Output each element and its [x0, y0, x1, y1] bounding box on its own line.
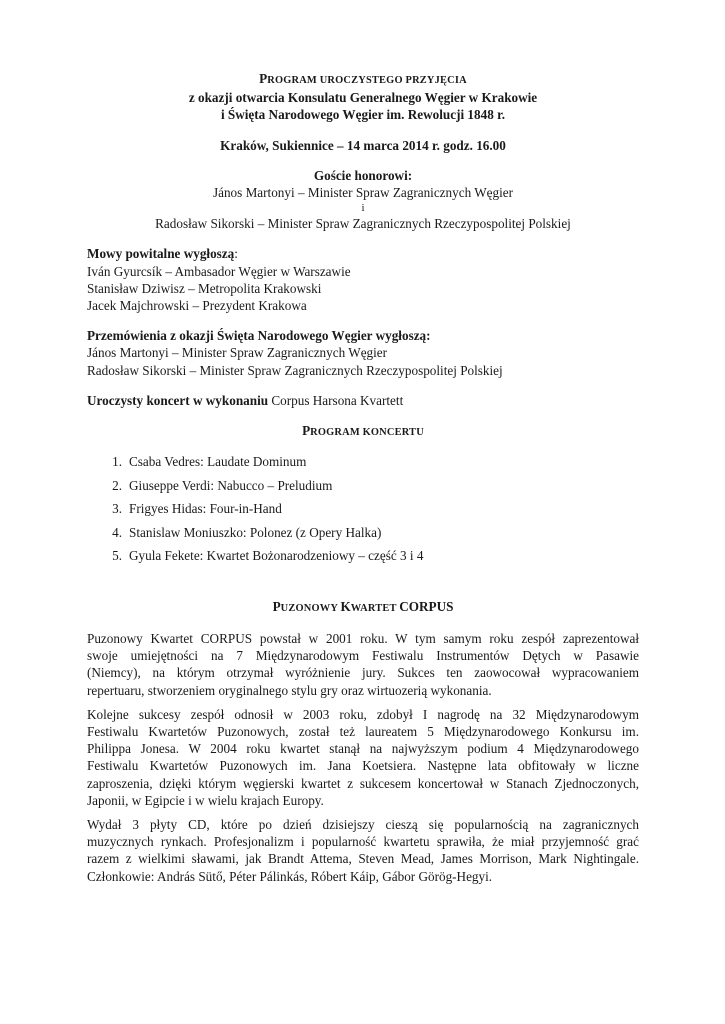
place-date: Kraków, Sukiennice – 14 marca 2014 r. godz. 16.00 — [220, 137, 506, 153]
list-item: 5. Gyula Fekete: Kwartet Bożonarodzeniowy – część 3 i 4 — [112, 548, 424, 564]
speaker-item: János Martonyi – Minister Spraw Zagranicznych Węgier — [87, 345, 388, 361]
program-title: PROGRAM UROCZYSTEGO PRZYJĘCIA — [259, 71, 467, 86]
document-page — [87, 70, 639, 885]
speaker-item: Iván Gyurcsík – Ambasador Węgier w Warszawie — [87, 263, 351, 279]
quartet-heading: PUZONOWY KWARTET CORPUS — [272, 598, 454, 614]
guest-item: János Martonyi – Minister Spraw Zagranicznych Węgier — [212, 185, 514, 201]
speaker-item: Stanisław Dziwisz – Metropolita Krakowski — [87, 280, 322, 296]
list-item: 1. Csaba Vedres: Laudate Dominum — [112, 454, 307, 470]
honorary-guests — [87, 167, 639, 233]
guests-heading: Goście honorowi: — [313, 167, 413, 183]
quartet-paragraph-1: Puzonowy Kwartet CORPUS powstał w 2001 roku. W tym samym roku zespół zaprezentował swoje umiejętności na 7 Międzynarodowym Festiwalu Instrumentów Dętych w Pasawie (Niemcy), na którym otrzymał wyróżnienie jury. Sukces ten zaowocował wypracowaniem repertuaru, stworzeniem oryginalnego stylu gry oraz wirtuozerią wykonania. — [87, 630, 639, 698]
concert-program-heading: PROGRAM KONCERTU — [302, 423, 424, 439]
speaker-item: Radosław Sikorski – Minister Spraw Zagranicznych Rzeczypospolitej Polskiej — [87, 362, 503, 378]
occasion-line: z okazji otwarcia Konsulatu Generalnego Węgier w Krakowie — [188, 90, 538, 106]
list-item: 4. Stanislaw Moniuszko: Polonez (z Opery Halka) — [112, 524, 382, 540]
holiday-speeches-heading: Przemówienia z okazji Święta Narodowego Węgier wygłoszą: — [87, 328, 431, 344]
document-header — [87, 70, 639, 124]
list-item: 3. Frigyes Hidas: Four-in-Hand — [112, 501, 282, 517]
guest-item: Radosław Sikorski – Minister Spraw Zagranicznych Rzeczypospolitej Polskiej — [155, 216, 571, 232]
holiday-speeches — [87, 327, 639, 379]
guest-conjunction: i — [361, 202, 365, 215]
list-item: 2. Giuseppe Verdi: Nabucco – Preludium — [112, 477, 333, 493]
quartet-paragraph-2: Kolejne sukcesy zespół odnosił w 2003 roku, zdobył I nagrodę na 32 Międzynarodowym Festiwalu Kwartetów Puzonowych, został też laureatem 5 Międzynarodowego Konkursu im. Philippa Jonesa. W 2004 roku kwartet stanął na najwyższym podium 4 Międzynarodowego Festiwalu Kwartetów Puzonowych im. Jana Koetsiera. Następne lata obfitowały w liczne zaproszenia, dzięki którym węgierski kwartet z sukcesem koncertował w Stanach Zjednoczonych, Japonii, w Egipcie i w wielu krajach Europy. — [87, 706, 639, 808]
holiday-line: i Święta Narodowego Węgier im. Rewolucji 1848 r. — [220, 107, 506, 123]
welcome-speeches — [87, 245, 639, 314]
speaker-item: Jacek Majchrowski – Prezydent Krakowa — [87, 298, 307, 314]
concert-intro: Uroczysty koncert w wykonaniu Corpus Harsona Kvartett — [87, 392, 404, 408]
welcome-heading: Mowy powitalne wygłoszą: — [87, 246, 238, 262]
concert-program-list — [87, 453, 639, 571]
quartet-paragraph-3: Wydał 3 płyty CD, które po dzień dzisiejszy cieszą się popularnością na zagranicznych muzycznych rynkach. Profesjonalizm i popularność kwartetu sprawiła, że miał przyjemność grać razem z wielkimi sławami, jak Brandt Attema, Steven Mead, James Morrison, Mark Nightingale. Członkowie: András Sütő, Péter Pálinkás, Róbert Káip, Gábor Görög-Hegyi. — [87, 816, 639, 884]
